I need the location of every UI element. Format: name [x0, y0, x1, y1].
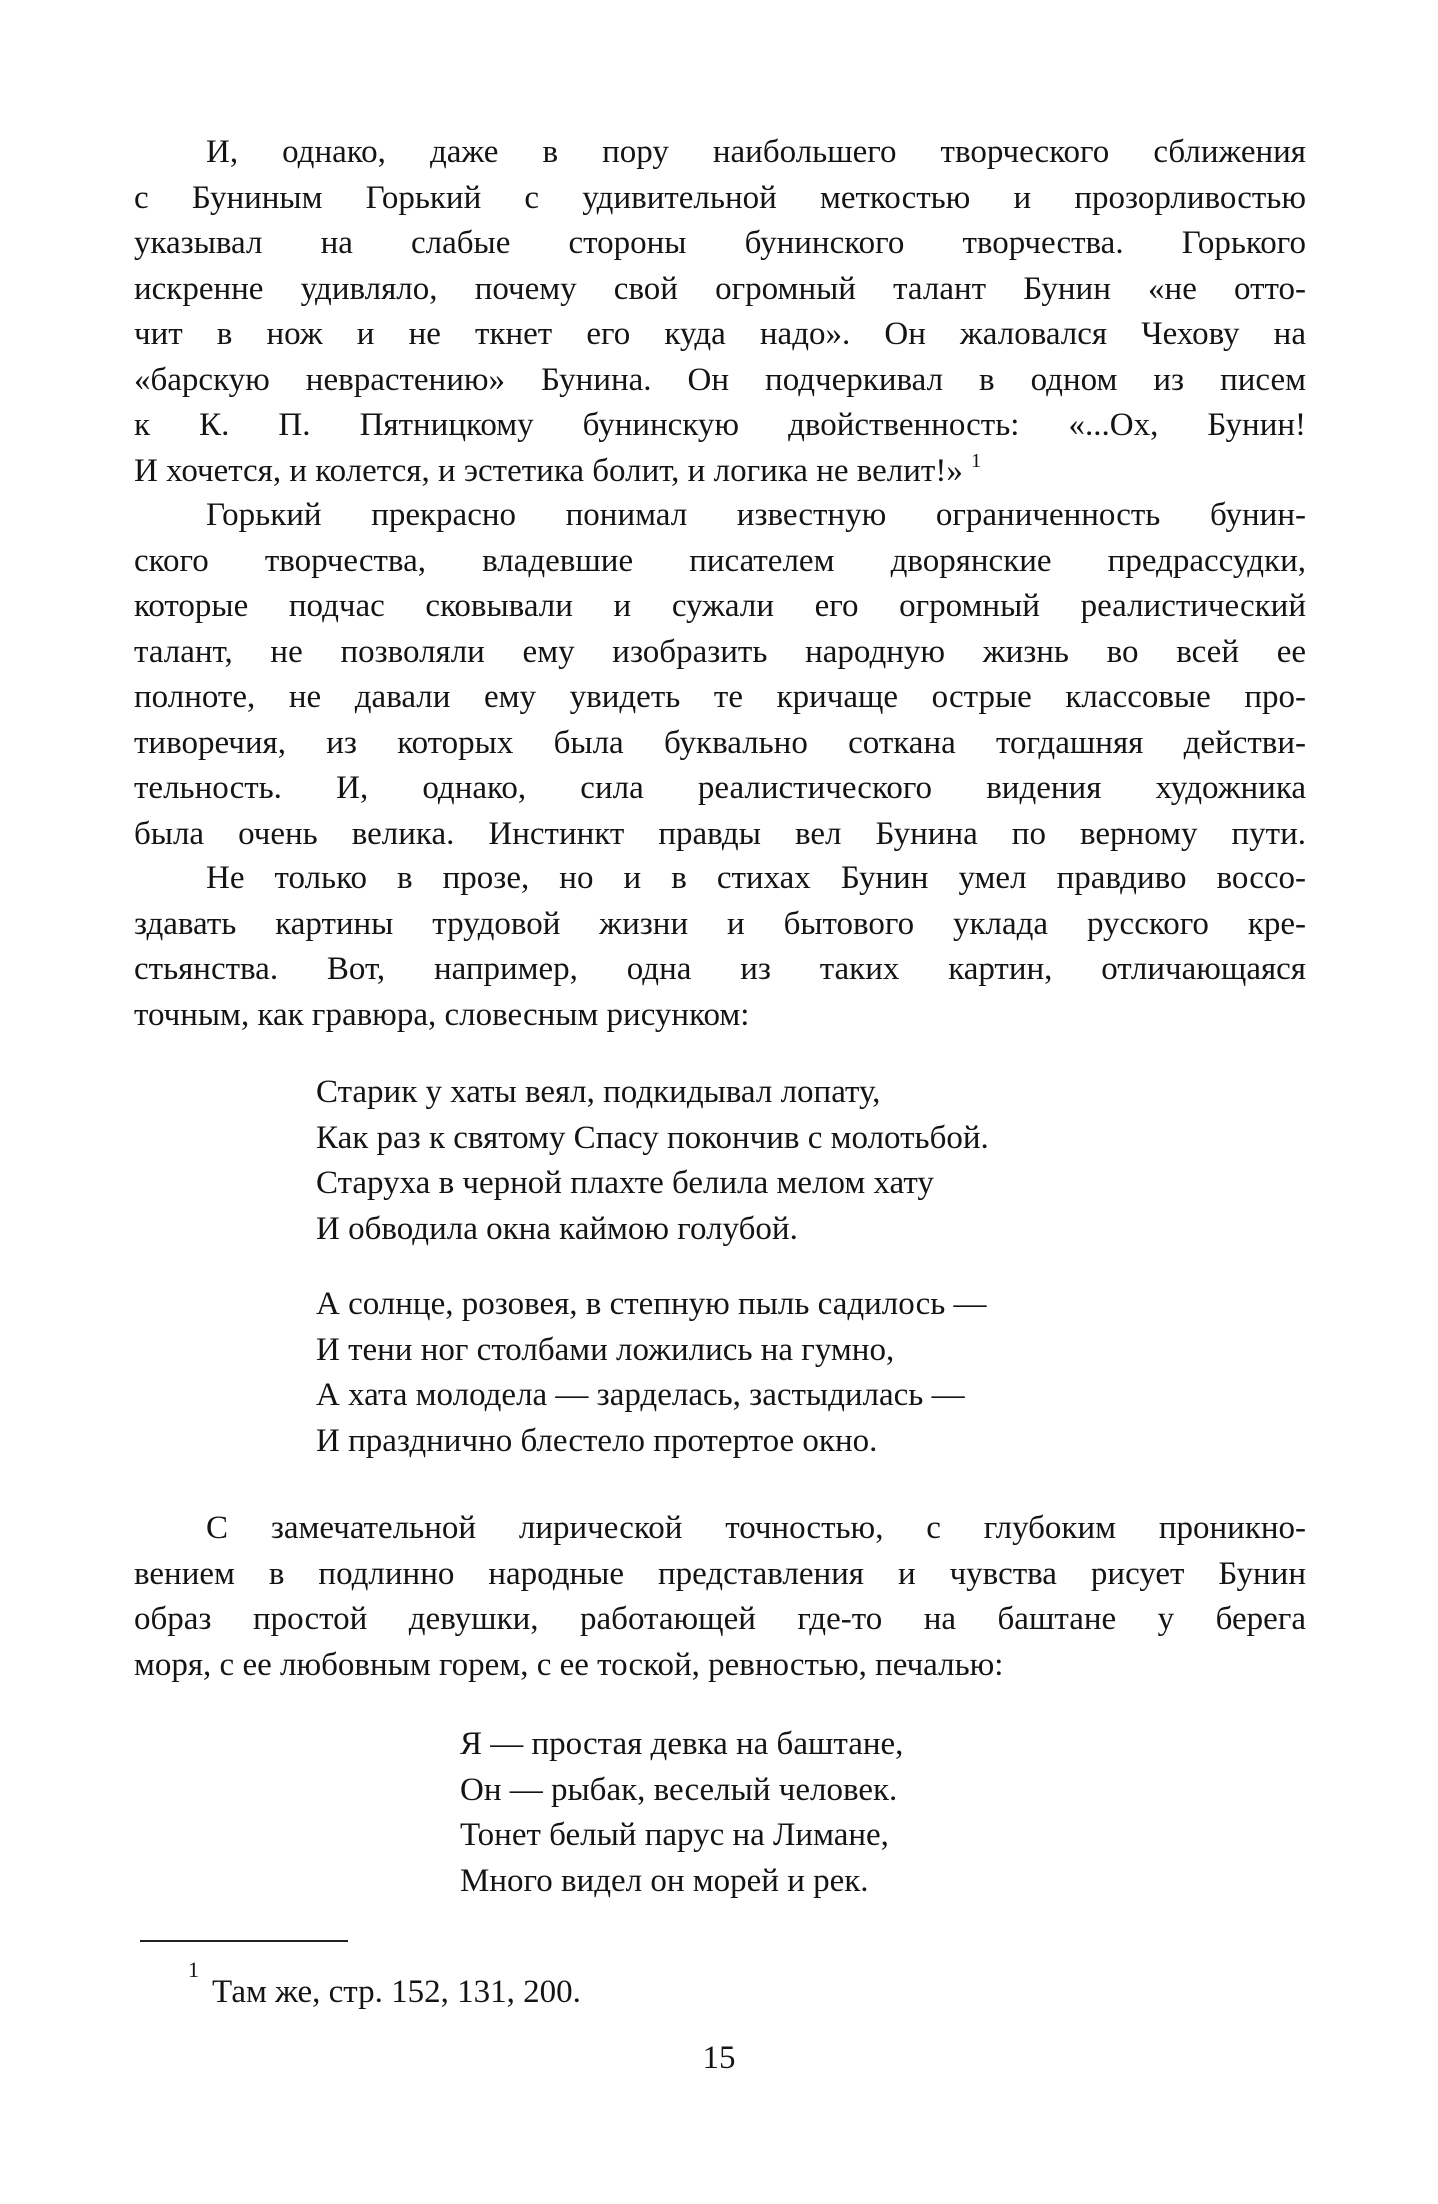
text-line: указывал на слабые стороны бунинского творчества. Горького	[134, 225, 1306, 261]
text-line: моря, с ее любовным горем, с ее тоской, ревностью, печалью:	[134, 1646, 1004, 1683]
text-line: И хочется, и колется, и эстетика болит, и логика не велит!»	[134, 452, 963, 489]
verse-line: А солнце, розовея, в степную пыль садилось —	[316, 1286, 987, 1322]
text-line: чит в нож и не ткнет его куда надо». Он жаловался Чехову на	[134, 316, 1306, 352]
text-line: С замечательной лирической точностью, с глубоким проникно-	[206, 1510, 1306, 1546]
verse-line: Он — рыбак, веселый человек.	[460, 1771, 898, 1808]
text-line: ского творчества, владевшие писателем дворянские предрассудки,	[134, 542, 1306, 579]
footnote-reference: 1	[971, 449, 982, 472]
text-line: к К. П. Пятницкому бунинскую двойственность: «...Ох, Бунин!	[134, 407, 1306, 443]
verse-line: Как раз к святому Спасу покончив с молотьбой.	[316, 1119, 989, 1156]
text-line: здавать картины трудовой жизни и бытового уклада русского кре-	[134, 905, 1306, 942]
verse-line: Я — простая девка на баштане,	[460, 1726, 904, 1762]
poem-1-stanza-2	[316, 1282, 987, 1464]
footnote-text: Там же, стр. 152, 131, 200.	[212, 1974, 581, 2010]
text-line: Не только в прозе, но и в стихах Бунин умел правдиво воссо-	[206, 860, 1306, 896]
text-line: искренне удивляло, почему свой огромный талант Бунин «не отто-	[134, 270, 1306, 307]
verse-line: И тени ног столбами ложились на гумно,	[316, 1331, 895, 1368]
text-line: тиворечия, из которых была буквально соткана тогдашняя действи-	[134, 724, 1306, 761]
text-line: вением в подлинно народные представления и чувства рисует Бунин	[134, 1555, 1306, 1592]
text-line: Горький прекрасно понимал известную ограниченность бунин-	[206, 497, 1306, 533]
verse-line: И празднично блестело протертое окно.	[316, 1422, 878, 1459]
text-line: с Буниным Горький с удивительной меткостью и прозорливостью	[134, 179, 1306, 216]
text-line: полноте, не давали ему увидеть те кричаще острые классовые про-	[134, 679, 1306, 715]
text-line: И, однако, даже в пору наибольшего творческого сближения	[206, 134, 1306, 170]
text-line: стьянства. Вот, например, одна из таких картин, отличающаяся	[134, 951, 1306, 987]
paragraph-4	[134, 1506, 1306, 1688]
verse-line: Тонет белый парус на Лимане,	[460, 1817, 889, 1853]
footnote-divider	[140, 1940, 348, 1942]
text-line: образ простой девушки, работающей где-то на баштане у берега	[134, 1601, 1306, 1637]
verse-line: И обводила окна каймою голубой.	[316, 1210, 798, 1247]
paragraph-1	[134, 130, 1306, 494]
verse-line: А хата молодела — зарделась, застыдилась —	[316, 1377, 965, 1413]
text-line: «барскую неврастению» Бунина. Он подчеркивал в одном из писем	[134, 361, 1306, 398]
poem-2	[460, 1722, 903, 1904]
text-line: которые подчас сковывали и сужали его огромный реалистический	[134, 588, 1306, 624]
verse-line: Много видел он морей и рек.	[460, 1862, 869, 1899]
paragraph-3	[134, 856, 1306, 1038]
poem-1-stanza-1	[316, 1070, 989, 1252]
text-line: была очень велика. Инстинкт правды вел Бунина по верному пути.	[134, 815, 1306, 852]
footnote: 1 Там же, стр. 152, 131, 200.	[188, 1957, 581, 2010]
paragraph-2	[134, 493, 1306, 857]
text-line-last	[134, 449, 1306, 495]
verse-line: Старуха в черной плахте белила мелом хату	[316, 1165, 934, 1201]
page-number: 15	[702, 2040, 736, 2076]
text-line: талант, не позволяли ему изобразить народную жизнь во всей ее	[134, 633, 1306, 670]
verse-line: Старик у хаты веял, подкидывал лопату,	[316, 1074, 881, 1110]
text-line: точным, как гравюра, словесным рисунком:	[134, 996, 750, 1033]
text-line: тельность. И, однако, сила реалистического видения художника	[134, 770, 1306, 806]
